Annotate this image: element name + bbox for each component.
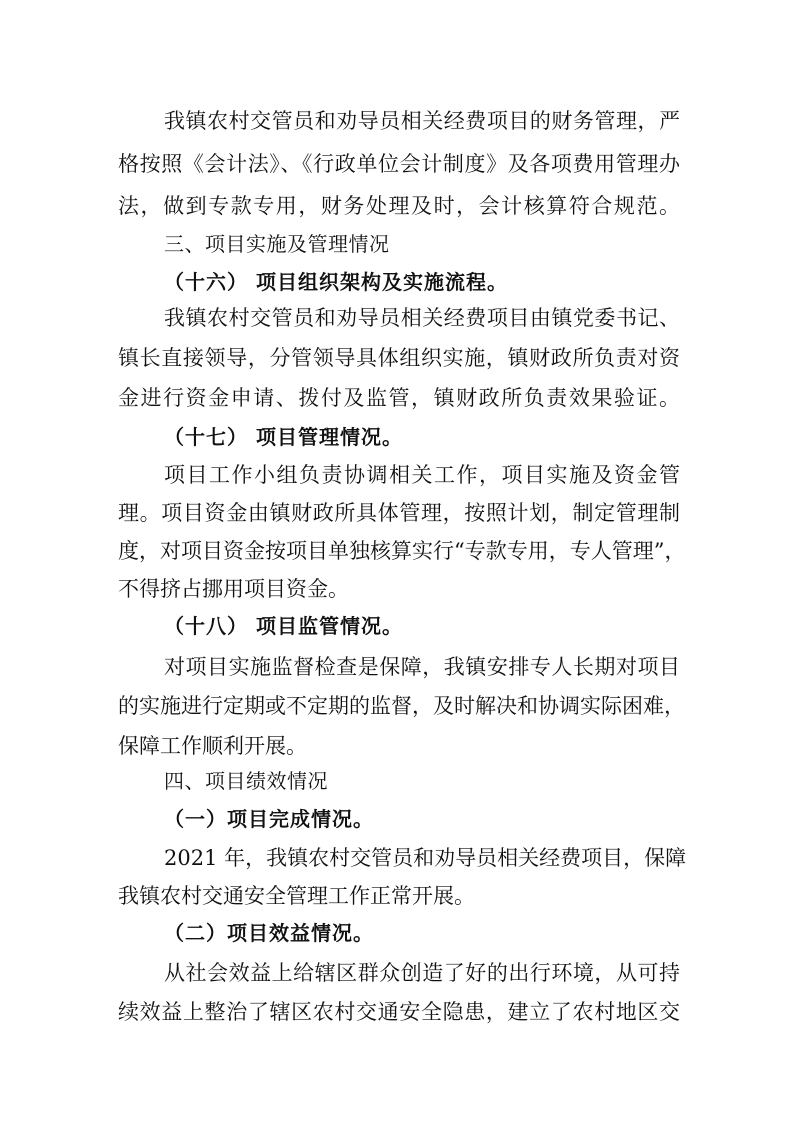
paragraph-line: 对项目实施监督检查是保障，我镇安排专人长期对项目 (164, 655, 680, 679)
section-heading: 三、项目实施及管理情况 (164, 232, 390, 256)
paragraph-line: 不得挤占挪用项目资金。 (118, 577, 349, 601)
paragraph-line: 格按照《会计法》、《行政单位会计制度》及各项费用管理办 (118, 152, 680, 176)
paragraph-line: 理。项目资金由镇财政所具体管理，按照计划，制定管理制 (118, 501, 680, 525)
paragraph-line: 项目工作小组负责协调相关工作，项目实施及资金管 (164, 463, 680, 487)
paragraph-line: 金进行资金申请、拨付及监管，镇财政所负责效果验证。 (118, 386, 680, 410)
subheading: （十六） 项目组织架构及实施流程。 (164, 270, 508, 294)
paragraph-line: 我镇农村交管员和劝导员相关经费项目的财务管理，严 (164, 109, 680, 133)
paragraph-line: 镇长直接领导，分管领导具体组织实施，镇财政所负责对资 (118, 346, 680, 370)
paragraph-line: 度，对项目资金按项目单独核算实行“专款专用，专人管理”， (118, 539, 686, 563)
paragraph-line: 法，做到专款专用，财务处理及时，会计核算符合规范。 (118, 194, 680, 218)
paragraph-line: 我镇农村交通安全管理工作正常开展。 (118, 884, 475, 908)
section-heading: 四、项目绩效情况 (164, 769, 328, 793)
paragraph-line: 从社会效益上给辖区群众创造了好的出行环境，从可持 (164, 961, 680, 985)
paragraph-line: 保障工作顺利开展。 (118, 734, 307, 758)
paragraph-line: 的实施进行定期或不定期的监督，及时解决和协调实际困难， (118, 694, 685, 718)
paragraph-line: 我镇农村交管员和劝导员相关经费项目由镇党委书记、 (164, 306, 680, 330)
subheading: （十七） 项目管理情况。 (164, 425, 403, 449)
subheading: （十八） 项目监管情况。 (164, 614, 403, 638)
subheading: （二）项目效益情况。 (164, 921, 374, 945)
paragraph-line: 续效益上整治了辖区农村交通安全隐患，建立了农村地区交 (118, 1000, 680, 1024)
subheading: （一）项目完成情况。 (164, 807, 374, 831)
paragraph-line: 2021 年，我镇农村交管员和劝导员相关经费项目，保障 (164, 846, 687, 870)
